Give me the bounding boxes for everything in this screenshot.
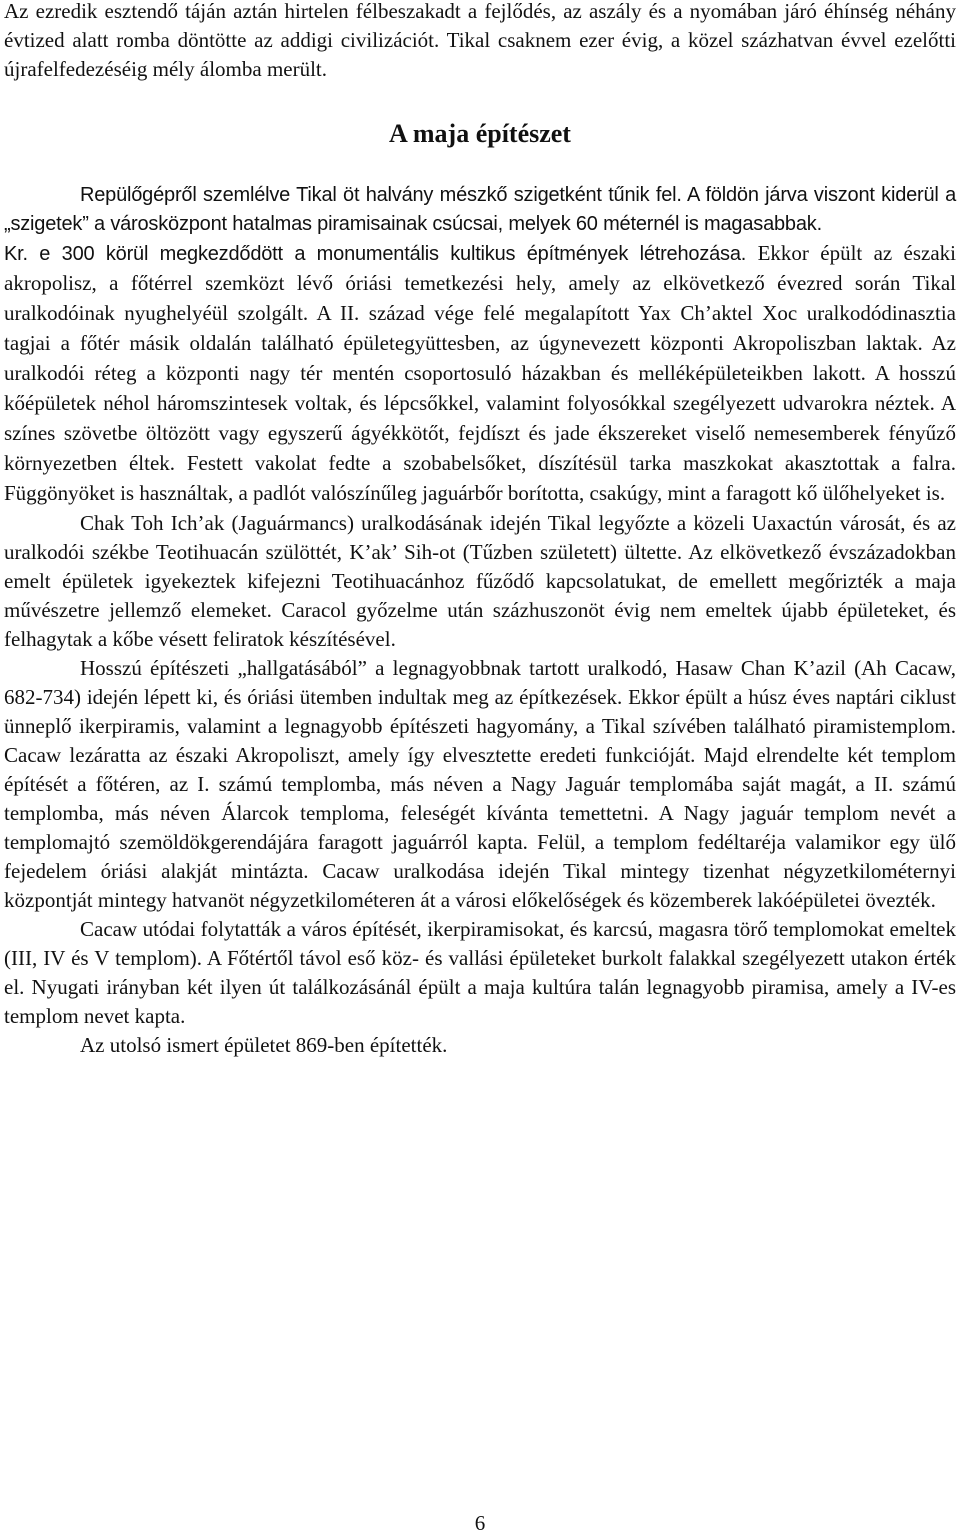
paragraph-jaguar-claw: Chak Toh Ich’ak (Jaguármancs) uralkodásának idején Tikal legyőzte a közeli Uaxactún városát, és az uralkodói székbe Teotihuacán szülöttét, K’ak’ Sih-ot (Tűzben született) ültette. Az elkövetkező évszázadokban emelt épületek igyekeztek kifejezni Teotihuacánhoz fűződő kapcsolatukat, de emellett megőrizték a maja művészetre jellemző elemeket. Caracol győzelme után százhuszonöt évig nem emeltek újabb épületeket, és felhagytak a kőbe vésett feliratok készítésével. [4, 511, 956, 651]
paragraph-monuments-lead: Kr. e 300 körül megkezdődött a monumentális kultikus építmények létrehozása. [4, 243, 747, 265]
body-text [4, 181, 956, 1060]
paragraph-monuments-body: Ekkor épült az északi akropolisz, a főtérrel szemközt lévő óriási temetkezési hely, amely az elkövetkező évezred során Tikal uralkodóinak nyughelyéül szolgált. A II. század vége felé megalapított Yax Ch’aktel Xoc uralkodódinasztia tagjai a főtér másik oldalán található épületegyüttesben, az úgynevezett központi Akropoliszban laktak. Az uralkodói réteg a központi nagy tér mentén csoportosuló házakban és melléképületeikben lakott. A hosszú kőépületek néhol háromszintesek voltak, és lépcsőkkel, valamint folyosókkal szegélyezett udvarokra néztek. A színes szövetbe öltözött vagy egyszerű ágyékkötőt, fejdíszt és jade ékszereket viselő nemesemberek fényűző környezetben éltek. Festett vakolat fedte a szobabelsőket, díszítésül tarka maszkokat akasztottak a falra. Függönyöket is használtak, a padlót valószínűleg jaguárbőr borította, csakúgy, mint a faragott kő ülőhelyeket is. [4, 241, 957, 505]
page-number: 6 [474, 1511, 486, 1535]
paragraph-monuments [4, 239, 956, 509]
document-page [4, 0, 956, 1537]
paragraph-successors: Cacaw utódai folytatták a város építését, ikerpiramisokat, és karcsú, magasra törő templomokat emeltek (III, IV és V templom). A Főtértől távol eső köz- és vallási épületeket burkolt falakkal szegélyezett utakon érték el. Nyugati irányban két ilyen út találkozásánál épült a maja kultúra talán legnagyobb piramisa, amely a IV-es templom nevet kapta. [4, 917, 956, 1028]
paragraph-aerial-view: Repülőgépről szemlélve Tikal öt halvány mészkő szigetként tűnik fel. A földön járva viszont kiderül a „szigetek” a városközpont hatalmas piramisainak csúcsai, melyek 60 méternél is magasabbak. [4, 184, 956, 235]
intro-paragraph: Az ezredik esztendő táján aztán hirtelen félbeszakadt a fejlődés, az aszály és a nyomában járó éhínség néhány évtized alatt romba döntötte az addigi civilizációt. Tikal csaknem ezer évig, a közel százhatvan évvel ezelőtti újrafelfedezéséig mély álomba merült. [4, 0, 956, 81]
paragraph-last-building: Az utolsó ismert épületet 869-ben építették. [80, 1033, 448, 1057]
section-heading: A maja építészet [389, 119, 571, 148]
paragraph-hasaw-chan: Hosszú építészeti „hallgatásából” a legnagyobbnak tartott uralkodó, Hasaw Chan K’azil (Ah Cacaw, 682-734) idején lépett ki, és óriási ütemben indultak meg az építkezések. Ekkor épült a húsz éves naptári ciklust ünneplő ikerpiramis, valamint a legnagyobb építészeti hagyomány, a Tikal szívében található piramistemplom. Cacaw lezáratta az északi Akropoliszt, amely így elvesztette eredeti funkcióját. Majd elrendelte két templom építését a főtéren, az I. számú templomba, más néven a Nagy Jaguár templomába saját magát, a II. számú templomba, más néven Álarcok temploma, feleségét kívánta temettetni. A Nagy jaguár templom nevét a templomajtó szemöldökgerendájára faragott jaguárról kapta. Felül, a templom fedéltaréja valamikor egy ülő fejedelem óriási alakját mintázta. Cacaw uralkodása idején Tikal mintegy tizenhat négyzetkilométernyi központját mintegy hatvanöt négyzetkilométeren át a városi előkelőségek és közemberek lakóépületei övezték. [4, 656, 956, 912]
